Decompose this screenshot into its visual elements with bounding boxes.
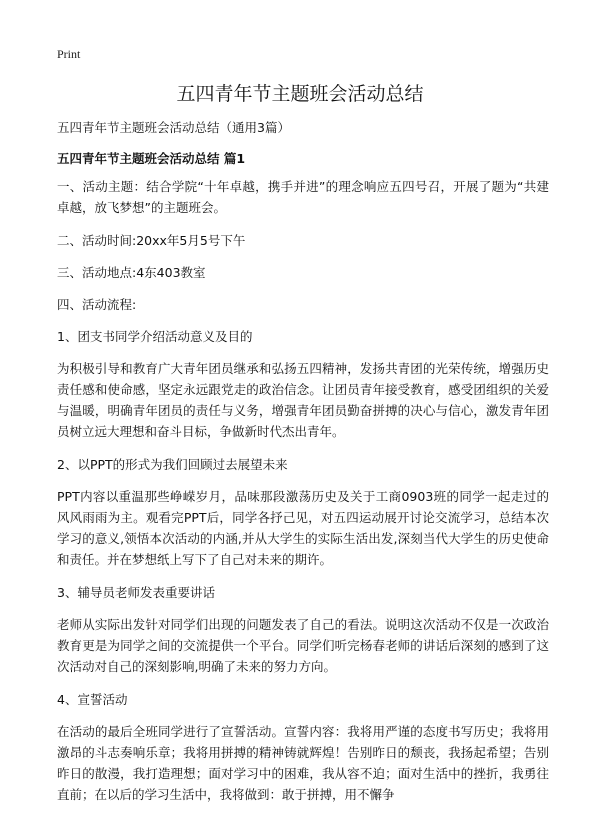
page-title: 五四青年节主题班会活动总结	[176, 83, 424, 105]
paragraph-step-2-heading: 2、以PPT的形式为我们回顾过去展望未来	[57, 457, 288, 472]
document-subtitle: 五四青年节主题班会活动总结（通用3篇）	[57, 120, 290, 135]
paragraph-step-3-heading: 3、辅导员老师发表重要讲话	[57, 585, 215, 600]
print-link[interactable]: Print	[57, 47, 81, 61]
paragraph-step-3-body: 老师从实际出发针对同学们出现的问题发表了自己的看法。说明这次活动不仅是一次政治教育更是为同学之间的交流提供一个平台。同学们听完杨春老师的讲话后深刻的感到了这次活动对自己的深刻影响,明确了未来的努力方向。	[57, 617, 549, 674]
paragraph-activity-process: 四、活动流程:	[57, 297, 137, 312]
paragraph-step-4-body: 在活动的最后全班同学进行了宣誓活动。宣誓内容：我将用严谨的态度书写历史；我将用激昂的斗志奏响乐章；我将用拼搏的精神铸就辉煌！告别昨日的颓丧，我扬起希望；告别昨日的散漫，我打造理想；面对学习中的困难，我从容不迫；面对生活中的挫折，我勇往直前；在以后的学习生活中，我将做到：敢于拼搏，用不懈争	[57, 724, 549, 802]
article-body	[57, 176, 549, 817]
paragraph-activity-location: 三、活动地点:4东403教室	[57, 265, 206, 280]
section-heading: 五四青年节主题班会活动总结 篇1	[57, 151, 246, 166]
paragraph-step-1-body: 为积极引导和教育广大青年团员继承和弘扬五四精神，发扬共青团的光荣传统，增强历史责任感和使命感，坚定永远跟党走的政治信念。让团员青年接受教育，感受团组织的关爱与温暖，明确青年团员的责任与义务，增强青年团员勤奋拼搏的决心与信心，激发青年团员树立远大理想和奋斗目标，争做新时代杰出青年。	[57, 361, 549, 439]
paragraph-step-4-heading: 4、宣誓活动	[57, 692, 128, 707]
paragraph-activity-theme: 一、活动主题：结合学院“十年卓越，携手并进”的理念响应五四号召，开展了题为“共建卓越，放飞梦想”的主题班会。	[57, 179, 549, 215]
paragraph-activity-time: 二、活动时间:20xx年5月5号下午	[57, 233, 246, 248]
paragraph-step-2-body: PPT内容以重温那些峥嵘岁月，品味那段激荡历史及关于工商0903班的同学一起走过的风风雨雨为主。观看完PPT后，同学各抒己见，对五四运动展开讨论交流学习，总结本次学习的意义,领悟本次活动的内涵,并从大学生的实际生活出发,深刻当代大学生的历史使命和责任。并在梦想纸上写下了自己对未来的期许。	[57, 489, 549, 567]
paragraph-step-1-heading: 1、团支书同学介绍活动意义及目的	[57, 329, 253, 344]
